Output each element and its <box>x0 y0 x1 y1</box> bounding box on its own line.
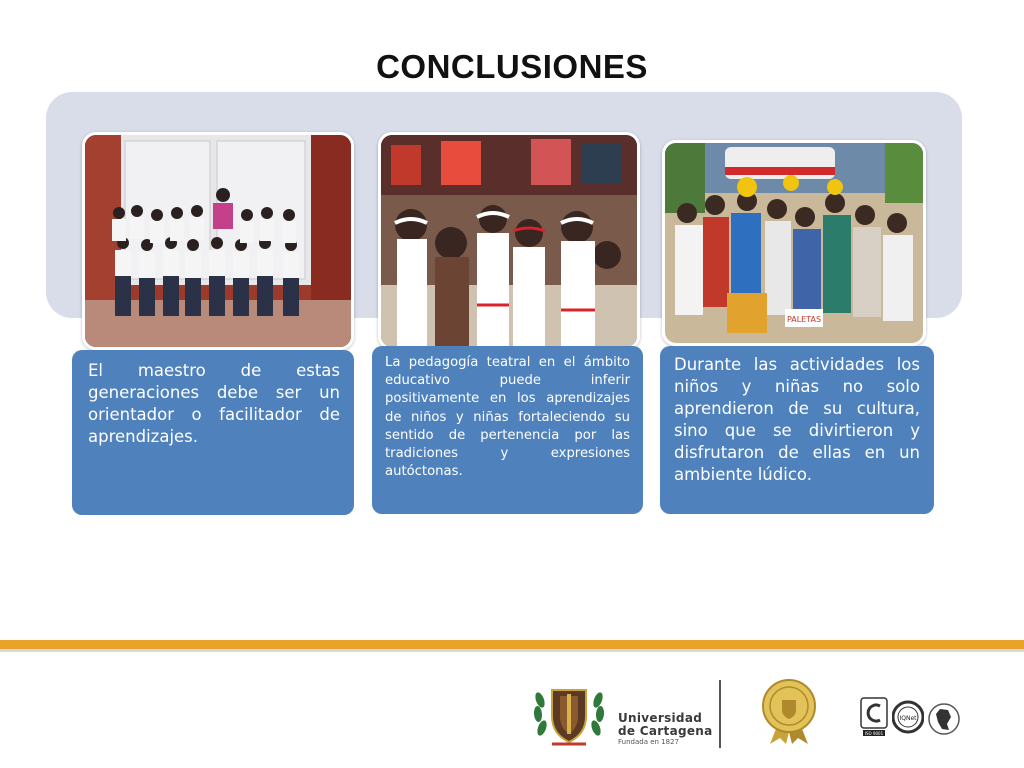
paletas-sign: PALETAS <box>786 315 822 324</box>
conclusion-card-3 <box>660 346 934 514</box>
footer-divider <box>719 680 721 748</box>
conclusion-text-2: La pedagogía teatral en el ámbito educativo puede inferir positivamente en los aprendizajes de niños y niñas fortaleciendo su sentido de pertenencia por las tradiciones y expresiones autóctonas. <box>385 355 630 480</box>
university-name-line1: Universidad <box>618 711 703 725</box>
country-map-seal-icon <box>926 702 962 736</box>
university-name <box>618 712 713 747</box>
iqnet-label: IQNet <box>899 715 917 722</box>
footer-orange-rule <box>0 640 1024 649</box>
university-name-line2: de Cartagena <box>618 724 713 738</box>
conclusion-text-3: Durante las actividades los niños y niñas no solo aprendieron de su cultura, sino que se divirtieron y disfrutaron de ellas en un ambiente lúdico. <box>674 355 920 484</box>
university-crest-logo <box>530 680 608 750</box>
footer-grey-rule <box>0 649 1024 652</box>
conclusion-card-2 <box>372 346 643 514</box>
photo-festival-children <box>662 140 926 346</box>
slide-title: CONCLUSIONES <box>376 48 648 85</box>
photo-schoolchildren <box>82 132 354 350</box>
accreditation-seal-icon <box>760 678 818 746</box>
iso-label: ISO 9001 <box>864 731 884 736</box>
conclusion-text-1: El maestro de estas generaciones debe ser un orientador o facilitador de aprendizajes. <box>88 361 340 446</box>
iqnet-certification-icon <box>892 700 924 734</box>
university-founded: Fundada en 1827 <box>618 738 679 746</box>
photo-theater-children <box>378 132 640 350</box>
iso-certification-icon <box>860 697 888 741</box>
conclusion-card-1 <box>72 350 354 515</box>
